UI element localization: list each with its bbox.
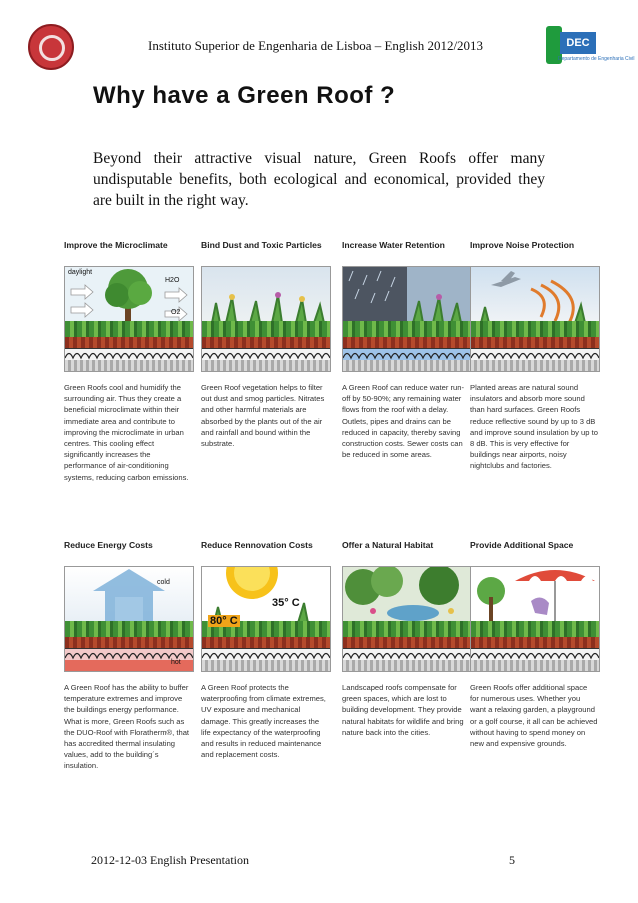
water-illustration: [342, 266, 472, 372]
card-title: Reduce Rennovation Costs: [201, 540, 313, 550]
department-logo-text: DEC: [560, 32, 596, 54]
label-h2o: H2O: [165, 277, 180, 284]
page-number: 5: [509, 853, 515, 867]
card-description: Landscaped roofs compensate for green spaces, which are lost to building development. They provide natural habitats for wildlife and bring nature back into the cities.: [342, 683, 464, 737]
footer-date: 2012-12-03 English Presentation: [91, 853, 249, 867]
habitat-illustration: [342, 566, 472, 672]
airplane-graphic: [471, 267, 599, 327]
card-title: Reduce Energy Costs: [64, 540, 153, 550]
benefit-card-space: [470, 540, 602, 749]
department-logo-caption: Departamento de Engenharia Civil: [558, 56, 635, 62]
tree-graphic: [65, 267, 193, 327]
intro-paragraph: Beyond their attractive visual nature, Green Roofs offer many undisputable benefits, both ecological and economical, provided they are built in the right way.: [93, 150, 545, 209]
card-title: Improve the Microclimate: [64, 240, 168, 250]
page-title: Why have a Green Roof ?: [93, 82, 396, 109]
label-80c: 80° C: [210, 615, 238, 627]
benefit-card-dust: [201, 240, 333, 449]
card-description: A Green Roof has the ability to buffer temperature extremes and improve the buildings energy performance. What is more, Green Roofs such as the DUO-Roof with Floratherm®, that has accredited thermal insulating values, add to the building´s insulation.: [64, 683, 190, 771]
benefits-grid: [60, 236, 600, 816]
header-institution: Instituto Superior de Engenharia de Lisboa – English 2012/2013: [148, 38, 484, 53]
rain-graphic: [343, 267, 471, 327]
card-title: Provide Additional Space: [470, 540, 574, 550]
card-description: Green Roof vegetation helps to filter out dust and smog particles. Nitrates and other harmful materials are absorbed by the plants out of the air and rainfall and bound within the substrate.: [201, 383, 325, 449]
renovation-illustration: [201, 566, 331, 672]
card-title: Increase Water Retention: [342, 240, 445, 250]
umbrella-graphic: [471, 567, 599, 627]
heat-arrow-graphic: [65, 567, 193, 627]
benefit-card-habitat: [342, 540, 474, 738]
card-title: Offer a Natural Habitat: [342, 540, 434, 550]
institution-logo: [28, 24, 74, 70]
label-35c: 35° C: [272, 597, 300, 609]
benefit-card-noise: [470, 240, 602, 472]
noise-illustration: [470, 266, 600, 372]
label-cold: cold: [157, 579, 170, 586]
dust-illustration: [201, 266, 331, 372]
card-description: Green Roofs offer additional space for numerous uses. Whether you want a relaxing garden, a playground or a golf course, it all can be achieved without having to spend money on new and expensive grounds.: [470, 683, 598, 749]
department-logo: [546, 26, 635, 66]
microclimate-illustration: [64, 266, 194, 372]
card-title: Improve Noise Protection: [470, 240, 575, 250]
benefit-card-water: [342, 240, 474, 460]
card-description: A Green Roof can reduce water run-off by 50-90%; any remaining water flows from the roof with a delay. Outlets, pipes and drains can be reduced in capacity, thereby saving construction costs. Sewer costs can be reduced in some areas.: [342, 383, 464, 460]
card-title: Bind Dust and Toxic Particles: [201, 240, 322, 250]
plants-graphic: [202, 267, 330, 327]
label-o2: O2: [171, 309, 181, 316]
benefit-card-renovation: [201, 540, 333, 760]
card-description: Planted areas are natural sound insulators and absorb more sound than hard surfaces. Green Roofs reduce reflective sound by up to 3 dB and improve sound insulation by up to 8 dB. This is very effective for buildings near airports, noisy nightclubs and factories.: [470, 383, 598, 471]
label-daylight: daylight: [68, 269, 93, 276]
label-hot: hot: [171, 659, 181, 666]
benefit-card-energy: [64, 540, 196, 772]
garden-graphic: [343, 567, 471, 627]
card-description: A Green Roof protects the waterproofing from climate extremes, UV exposure and mechanical damage. This greatly increases the life expectancy of the waterproofing and results in reduced maintenance and replacement costs.: [201, 683, 326, 760]
space-illustration: [470, 566, 600, 672]
energy-illustration: [64, 566, 194, 672]
card-description: Green Roofs cool and humidify the surrounding air. Thus they create a beneficial microclimate within their immediate area and contribute to improving the microclimate in urban centres. This cooling effect significantly increases the performance of air-conditioning systems, reducing carbon emissions.: [64, 383, 189, 482]
benefit-card-microclimate: [64, 240, 196, 483]
